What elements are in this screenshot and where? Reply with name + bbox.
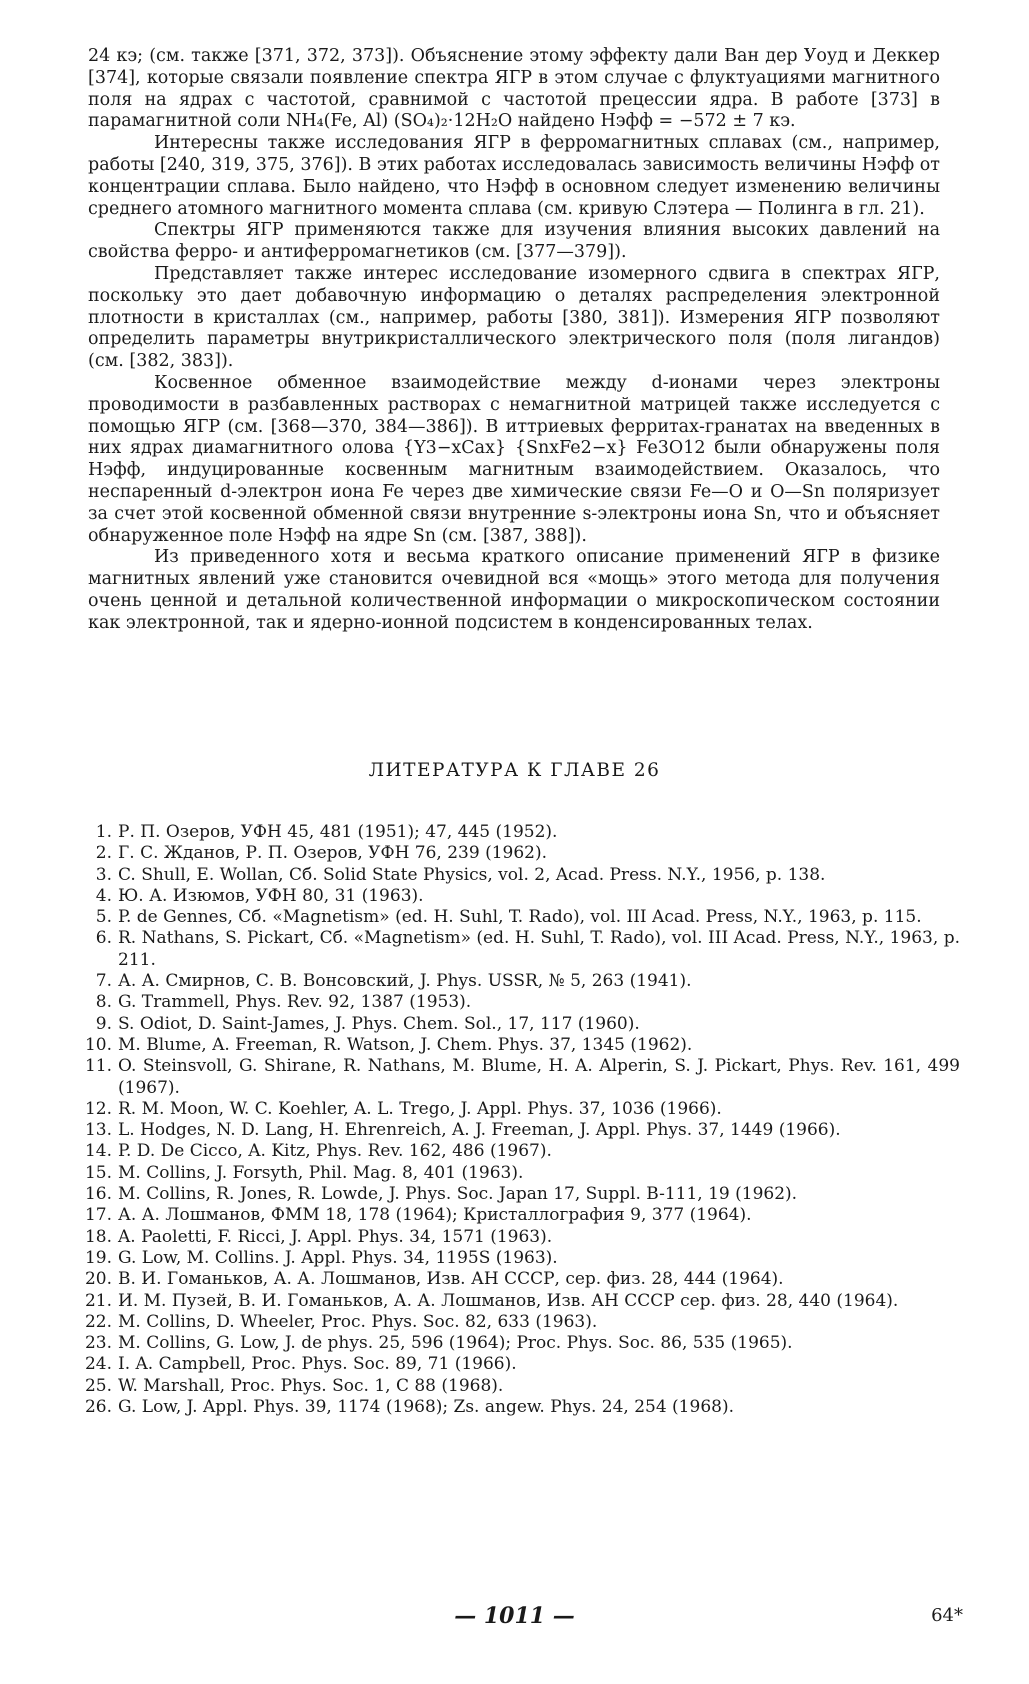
paragraph: Из приведенного хотя и весьма краткого описание применений ЯГР в физике магнитных явлений уже становится очевидной вся «мощь» этого метода для получения очень ценной и детальной количественной информации о микроскопическом состоянии как электронной, так и ядерно-ионной подсистем в конденсированных телах. [88,547,940,633]
reference-number: 25. [84,1375,112,1396]
signature-mark: 64* [931,1605,963,1626]
reference-number: 4. [95,885,112,906]
reference-number: 15. [84,1162,112,1183]
reference-item [80,886,960,907]
reference-item [80,1014,960,1035]
reference-number: 17. [84,1205,112,1226]
reference-item [80,1248,960,1269]
paragraph: Интересны также исследования ЯГР в ферромагнитных сплавах (см., например, работы [240, 319, 375, 376]). В этих работах исследовалась зависимость величины Hэфф от концентрации сплава. Было найдено, что Hэфф в основном следует изменению величины среднего атомного магнитного момента сплава (см. кривую Слэтера — Полинга в гл. 21). [88,133,940,219]
reference-text: C. Shull, E. Wollan, Сб. Solid State Physics, vol. 2, Acad. Press. N.Y., 1956, p. 138. [118,864,826,885]
reference-text: I. A. Campbell, Proc. Phys. Soc. 89, 71 (1966). [118,1354,517,1375]
reference-item [80,1312,960,1333]
reference-item [80,928,960,971]
reference-item [80,843,960,864]
reference-text: M. Blume, A. Freeman, R. Watson, J. Chem. Phys. 37, 1345 (1962). [118,1034,693,1055]
section-heading: ЛИТЕРАТУРА К ГЛАВЕ 26 [368,760,661,781]
reference-text: M. Collins, D. Wheeler, Proc. Phys. Soc. 82, 633 (1963). [118,1311,598,1332]
reference-item [80,822,960,843]
reference-number: 10. [84,1034,112,1055]
reference-text: M. Collins, R. Jones, R. Lowde, J. Phys. Soc. Japan 17, Suppl. B-111, 19 (1962). [118,1184,798,1205]
reference-item [80,1163,960,1184]
reference-text: P. de Gennes, Сб. «Magnetism» (ed. H. Suhl, T. Rado), vol. III Acad. Press, N.Y., 1963, p. 115. [118,907,922,928]
reference-number: 13. [84,1120,112,1141]
reference-item [80,971,960,992]
reference-item [80,1269,960,1290]
reference-number: 7. [95,971,112,992]
reference-item [80,1333,960,1354]
reference-text: Г. С. Жданов, Р. П. Озеров, УФН 76, 239 (1962). [118,843,548,864]
reference-item [80,1184,960,1205]
reference-text: S. Odiot, D. Saint-James, J. Phys. Chem. Sol., 17, 117 (1960). [118,1013,640,1034]
reference-number: 18. [84,1226,112,1247]
reference-number: 8. [95,992,112,1013]
reference-item [80,1227,960,1248]
reference-number: 5. [95,907,112,928]
page-number: — 1011 — [454,1603,575,1629]
reference-number: 21. [84,1290,112,1311]
reference-number: 26. [84,1397,112,1418]
reference-list [80,822,960,1418]
reference-item [80,907,960,928]
reference-number: 19. [84,1247,112,1268]
reference-number: 16. [84,1184,112,1205]
reference-text: R. M. Moon, W. C. Koehler, A. L. Trego, J. Appl. Phys. 37, 1036 (1966). [118,1098,722,1119]
reference-item [80,1354,960,1375]
reference-text: O. Steinsvoll, G. Shirane, R. Nathans, M. Blume, H. A. Alperin, S. J. Pickart, Phys. Rev. 161, 499 (1967). [118,1056,960,1098]
reference-item [80,1035,960,1056]
reference-text: L. Hodges, N. D. Lang, H. Ehrenreich, A. J. Freeman, J. Appl. Phys. 37, 1449 (1966). [118,1120,841,1141]
paragraph: 24 кэ; (см. также [371, 372, 373]). Объяснение этому эффекту дали Ван дер Уоуд и Деккер [374], которые связали появление спектра ЯГР в этом случае с флуктуациями магнитного поля на ядрах с частотой, сравнимой с частотой прецессии ядра. В работе [373] в парамагнитной соли NH₄(Fe, Al) (SO₄)₂·12H₂O найдено Hэфф = −572 ± 7 кэ. [88,46,940,132]
body-text [88,46,940,635]
reference-item [80,1099,960,1120]
reference-text: G. Trammell, Phys. Rev. 92, 1387 (1953). [118,992,472,1013]
reference-text: Ю. А. Изюмов, УФН 80, 31 (1963). [118,885,424,906]
reference-item [80,1291,960,1312]
reference-number: 6. [95,928,112,949]
reference-text: G. Low, J. Appl. Phys. 39, 1174 (1968); Zs. angew. Phys. 24, 254 (1968). [118,1397,734,1418]
reference-text: W. Marshall, Proc. Phys. Soc. 1, C 88 (1968). [118,1375,504,1396]
reference-number: 1. [95,822,112,842]
reference-item [80,1397,960,1418]
reference-number: 2. [95,843,112,864]
paragraph: Косвенное обменное взаимодействие между d-ионами через электроны проводимости в разбавленных растворах с немагнитной матрицей также исследуется с помощью ЯГР (см. [368—370, 384—386]). В иттриевых ферритах-гранатах на введенных в них ядрах диамагнитного олова {Y3−xCax} {SnxFe2−x} Fe3O12 были обнаружены поля Hэфф, индуцированные косвенным магнитным взаимодействием. Оказалось, что неспаренный d-электрон иона Fe через две химические связи Fe—O и O—Sn поляризует за счет этой косвенной обменной связи внутренние s-электроны иона Sn, что и объясняет обнаруженное поле Hэфф на ядре Sn (см. [387, 388]). [88,372,940,546]
reference-number: 23. [84,1333,112,1354]
reference-number: 24. [84,1354,112,1375]
paragraph: Спектры ЯГР применяются также для изучения влияния высоких давлений на свойства ферро- и антиферромагнетиков (см. [377—379]). [88,220,940,263]
reference-text: A. Paoletti, F. Ricci, J. Appl. Phys. 34, 1571 (1963). [118,1226,553,1247]
reference-number: 12. [84,1098,112,1119]
reference-number: 9. [95,1013,112,1034]
reference-text: А. А. Смирнов, С. В. Вонсовский, J. Phys. USSR, № 5, 263 (1941). [118,971,692,992]
reference-item [80,1205,960,1226]
paragraph: Представляет также интерес исследование изомерного сдвига в спектрах ЯГР, поскольку это дает добавочную информацию о деталях распределения электронной плотности в кристаллах (см., например, работы [380, 381]). Измерения ЯГР позволяют определить параметры внутрикристаллического электрического поля (поля лигандов) (см. [382, 383]). [88,263,940,372]
reference-number: 20. [84,1269,112,1290]
reference-text: R. Nathans, S. Pickart, Сб. «Magnetism» (ed. H. Suhl, T. Rado), vol. III Acad. Press, N.Y., 1963, p. 211. [118,928,960,970]
reference-text: И. М. Пузей, В. И. Гоманьков, А. А. Лошманов, Изв. АН СССР сер. физ. 28, 440 (1964). [118,1290,899,1311]
reference-item [80,1056,960,1099]
reference-number: 11. [84,1056,112,1077]
reference-text: M. Collins, G. Low, J. de phys. 25, 596 (1964); Proc. Phys. Soc. 86, 535 (1965). [118,1333,793,1354]
reference-text: M. Collins, J. Forsyth, Phil. Mag. 8, 401 (1963). [118,1162,524,1183]
reference-item [80,865,960,886]
reference-text: В. И. Гоманьков, А. А. Лошманов, Изв. АН СССР, сер. физ. 28, 444 (1964). [118,1269,784,1290]
reference-text: Р. П. Озеров, УФН 45, 481 (1951); 47, 445 (1952). [118,822,558,842]
reference-item [80,1141,960,1162]
reference-text: А. А. Лошманов, ФММ 18, 178 (1964); Кристаллография 9, 377 (1964). [118,1205,752,1226]
reference-item [80,1376,960,1397]
reference-text: G. Low, M. Collins. J. Appl. Phys. 34, 1195S (1963). [118,1247,558,1268]
reference-number: 22. [84,1311,112,1332]
reference-item [80,992,960,1013]
reference-text: P. D. De Cicco, A. Kitz, Phys. Rev. 162, 486 (1967). [118,1141,552,1162]
reference-item [80,1120,960,1141]
reference-number: 14. [84,1141,112,1162]
reference-number: 3. [95,864,112,885]
